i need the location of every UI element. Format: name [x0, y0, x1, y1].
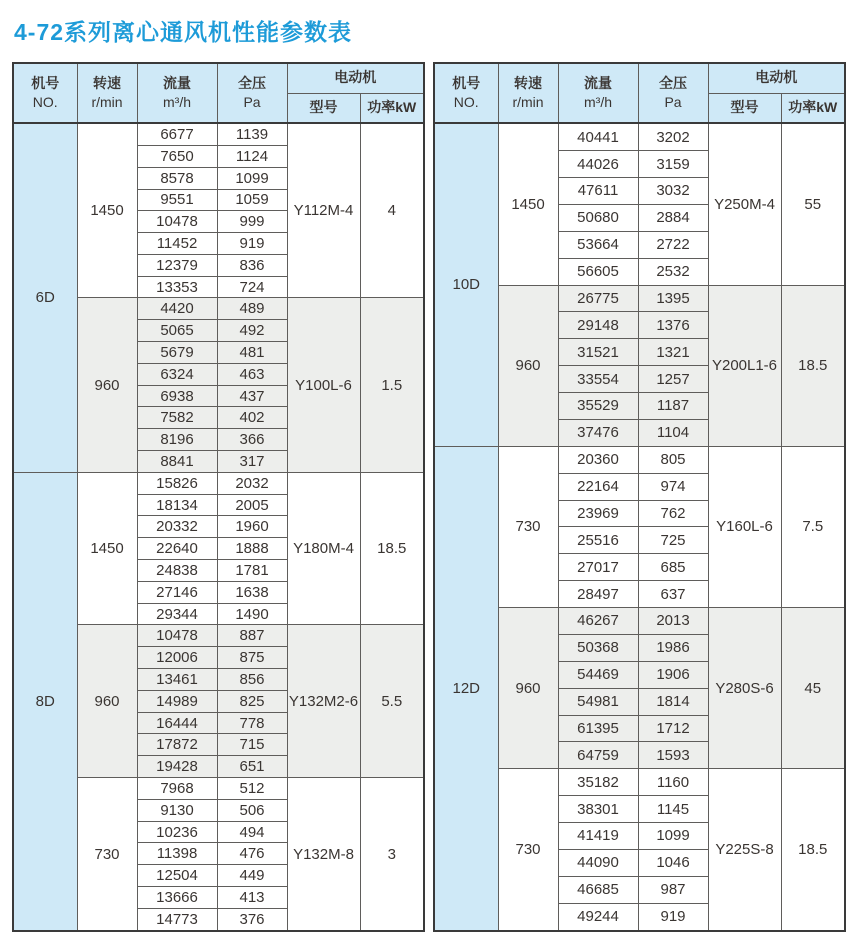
flow-cell: 11398 [137, 843, 217, 865]
flow-cell: 50680 [558, 204, 638, 231]
flow-cell: 13461 [137, 669, 217, 691]
speed-cell: 1450 [77, 472, 137, 625]
header-motor [708, 63, 845, 93]
table-body [434, 123, 845, 931]
motor-power-cell: 5.5 [360, 625, 424, 778]
pressure-cell: 685 [638, 554, 708, 581]
flow-cell: 23969 [558, 500, 638, 527]
motor-model-cell: Y200L1-6 [708, 285, 781, 446]
flow-cell: 9130 [137, 799, 217, 821]
pressure-cell: 1099 [217, 167, 287, 189]
flow-cell: 22164 [558, 473, 638, 500]
pressure-cell: 1099 [638, 823, 708, 850]
header-model-label: 型号 [730, 98, 759, 115]
flow-cell: 44026 [558, 151, 638, 178]
fan-size-cell: 8D [13, 472, 77, 931]
pressure-cell: 987 [638, 876, 708, 903]
pressure-cell: 1781 [217, 560, 287, 582]
pressure-cell: 999 [217, 211, 287, 233]
pressure-cell: 1187 [638, 393, 708, 420]
flow-cell: 12504 [137, 865, 217, 887]
flow-cell: 12379 [137, 254, 217, 276]
flow-cell: 6938 [137, 385, 217, 407]
flow-cell: 35529 [558, 393, 638, 420]
flow-cell: 53664 [558, 231, 638, 258]
pressure-cell: 463 [217, 363, 287, 385]
header-power-label: 功率kW [367, 98, 417, 115]
pressure-cell: 2532 [638, 258, 708, 285]
header-no-unit: NO. [32, 94, 58, 111]
flow-cell: 46267 [558, 608, 638, 635]
header-pressure [638, 63, 708, 123]
motor-model-cell: Y180M-4 [287, 472, 360, 625]
header-no-label: 机号 [452, 75, 481, 92]
flow-cell: 15826 [137, 472, 217, 494]
table-row [13, 472, 424, 494]
table-body [13, 123, 424, 931]
flow-cell: 40441 [558, 123, 638, 151]
header-speed-unit: r/min [91, 94, 123, 111]
flow-cell: 18134 [137, 494, 217, 516]
header-pressure-unit: Pa [664, 94, 682, 111]
header-speed [77, 63, 137, 123]
flow-cell: 14989 [137, 690, 217, 712]
pressure-cell: 437 [217, 385, 287, 407]
pressure-cell: 725 [638, 527, 708, 554]
flow-cell: 10478 [137, 625, 217, 647]
fan-size-cell: 6D [13, 123, 77, 472]
header-motor-label: 电动机 [334, 69, 377, 86]
motor-model-cell: Y100L-6 [287, 298, 360, 472]
pressure-cell: 2722 [638, 231, 708, 258]
speed-cell: 1450 [77, 123, 137, 298]
flow-cell: 50368 [558, 634, 638, 661]
pressure-cell: 1888 [217, 538, 287, 560]
pressure-cell: 2005 [217, 494, 287, 516]
flow-cell: 12006 [137, 647, 217, 669]
speed-cell: 730 [498, 446, 558, 607]
flow-cell: 4420 [137, 298, 217, 320]
flow-cell: 44090 [558, 849, 638, 876]
pressure-cell: 1059 [217, 189, 287, 211]
pressure-cell: 494 [217, 821, 287, 843]
motor-power-cell: 4 [360, 123, 424, 298]
motor-power-cell: 1.5 [360, 298, 424, 472]
pressure-cell: 825 [217, 690, 287, 712]
header-pressure-label: 全压 [238, 75, 266, 92]
header-power [781, 93, 845, 123]
pressure-cell: 2884 [638, 204, 708, 231]
motor-power-cell: 18.5 [781, 285, 845, 446]
pressure-cell: 1104 [638, 419, 708, 446]
pressure-cell: 1124 [217, 145, 287, 167]
flow-cell: 26775 [558, 285, 638, 312]
flow-cell: 5065 [137, 320, 217, 342]
header-power [360, 93, 424, 123]
flow-cell: 8196 [137, 429, 217, 451]
header-speed-label: 转速 [514, 75, 542, 92]
flow-cell: 33554 [558, 366, 638, 393]
speed-cell: 1450 [498, 123, 558, 285]
motor-model-cell: Y112M-4 [287, 123, 360, 298]
fan-table-right [433, 62, 846, 932]
flow-cell: 27146 [137, 581, 217, 603]
pressure-cell: 836 [217, 254, 287, 276]
pressure-cell: 651 [217, 756, 287, 778]
pressure-cell: 376 [217, 908, 287, 931]
flow-cell: 54469 [558, 661, 638, 688]
table-header [13, 63, 424, 123]
motor-model-cell: Y132M-8 [287, 778, 360, 931]
flow-cell: 16444 [137, 712, 217, 734]
pressure-cell: 2013 [638, 608, 708, 635]
header-row-1 [434, 63, 845, 93]
motor-power-cell: 3 [360, 778, 424, 931]
flow-cell: 19428 [137, 756, 217, 778]
flow-cell: 56605 [558, 258, 638, 285]
pressure-cell: 1986 [638, 634, 708, 661]
pressure-cell: 489 [217, 298, 287, 320]
pressure-cell: 762 [638, 500, 708, 527]
pressure-cell: 449 [217, 865, 287, 887]
speed-cell: 960 [498, 285, 558, 446]
motor-model-cell: Y280S-6 [708, 608, 781, 769]
speed-cell: 960 [498, 608, 558, 769]
header-speed-label: 转速 [93, 75, 121, 92]
motor-model-cell: Y132M2-6 [287, 625, 360, 778]
motor-power-cell: 18.5 [781, 769, 845, 931]
header-model-label: 型号 [309, 98, 338, 115]
pressure-cell: 1160 [638, 769, 708, 796]
flow-cell: 35182 [558, 769, 638, 796]
flow-cell: 5679 [137, 342, 217, 364]
pressure-cell: 875 [217, 647, 287, 669]
header-flow-unit: m³/h [163, 94, 191, 111]
pressure-cell: 919 [217, 233, 287, 255]
pressure-cell: 1139 [217, 123, 287, 145]
pressure-cell: 1712 [638, 715, 708, 742]
pressure-cell: 1638 [217, 581, 287, 603]
pressure-cell: 1046 [638, 849, 708, 876]
header-no [434, 63, 498, 123]
pressure-cell: 1257 [638, 366, 708, 393]
pressure-cell: 413 [217, 887, 287, 909]
flow-cell: 14773 [137, 908, 217, 931]
flow-cell: 25516 [558, 527, 638, 554]
pressure-cell: 3032 [638, 178, 708, 205]
pressure-cell: 637 [638, 581, 708, 608]
speed-cell: 960 [77, 298, 137, 472]
tables-container [12, 62, 840, 932]
flow-cell: 13666 [137, 887, 217, 909]
pressure-cell: 1490 [217, 603, 287, 625]
flow-cell: 6324 [137, 363, 217, 385]
flow-cell: 29148 [558, 312, 638, 339]
fan-table-left [12, 62, 425, 932]
pressure-cell: 1906 [638, 661, 708, 688]
pressure-cell: 778 [217, 712, 287, 734]
header-pressure-unit: Pa [243, 94, 261, 111]
pressure-cell: 3202 [638, 123, 708, 151]
pressure-cell: 506 [217, 799, 287, 821]
pressure-cell: 1376 [638, 312, 708, 339]
pressure-cell: 724 [217, 276, 287, 298]
speed-cell: 960 [77, 625, 137, 778]
pressure-cell: 856 [217, 669, 287, 691]
page-title: 4-72系列离心通风机性能参数表 [14, 19, 353, 45]
flow-cell: 13353 [137, 276, 217, 298]
flow-cell: 10478 [137, 211, 217, 233]
header-flow-label: 流量 [584, 75, 612, 92]
header-pressure-label: 全压 [659, 75, 687, 92]
flow-cell: 27017 [558, 554, 638, 581]
motor-model-cell: Y225S-8 [708, 769, 781, 931]
motor-power-cell: 18.5 [360, 472, 424, 625]
header-pressure [217, 63, 287, 123]
speed-cell: 730 [77, 778, 137, 931]
flow-cell: 6677 [137, 123, 217, 145]
header-no-label: 机号 [31, 75, 60, 92]
header-model [708, 93, 781, 123]
table-row [13, 123, 424, 145]
pressure-cell: 2032 [217, 472, 287, 494]
pressure-cell: 366 [217, 429, 287, 451]
table-header [434, 63, 845, 123]
header-model [287, 93, 360, 123]
flow-cell: 29344 [137, 603, 217, 625]
motor-power-cell: 45 [781, 608, 845, 769]
flow-cell: 8578 [137, 167, 217, 189]
pressure-cell: 1593 [638, 742, 708, 769]
flow-cell: 20360 [558, 446, 638, 473]
pressure-cell: 3159 [638, 151, 708, 178]
flow-cell: 17872 [137, 734, 217, 756]
table-row [434, 446, 845, 473]
pressure-cell: 919 [638, 903, 708, 931]
flow-cell: 49244 [558, 903, 638, 931]
pressure-cell: 805 [638, 446, 708, 473]
motor-power-cell: 55 [781, 123, 845, 285]
header-power-label: 功率kW [788, 98, 838, 115]
pressure-cell: 492 [217, 320, 287, 342]
pressure-cell: 317 [217, 451, 287, 473]
pressure-cell: 715 [217, 734, 287, 756]
fan-size-cell: 10D [434, 123, 498, 446]
pressure-cell: 887 [217, 625, 287, 647]
speed-cell: 730 [498, 769, 558, 931]
pressure-cell: 512 [217, 778, 287, 800]
header-row-1 [13, 63, 424, 93]
flow-cell: 41419 [558, 823, 638, 850]
flow-cell: 7650 [137, 145, 217, 167]
flow-cell: 61395 [558, 715, 638, 742]
pressure-cell: 974 [638, 473, 708, 500]
table-row [434, 123, 845, 151]
flow-cell: 20332 [137, 516, 217, 538]
header-flow [137, 63, 217, 123]
pressure-cell: 1395 [638, 285, 708, 312]
flow-cell: 9551 [137, 189, 217, 211]
flow-cell: 46685 [558, 876, 638, 903]
motor-power-cell: 7.5 [781, 446, 845, 607]
flow-cell: 7968 [137, 778, 217, 800]
flow-cell: 47611 [558, 178, 638, 205]
header-speed [498, 63, 558, 123]
pressure-cell: 402 [217, 407, 287, 429]
flow-cell: 10236 [137, 821, 217, 843]
flow-cell: 54981 [558, 688, 638, 715]
flow-cell: 64759 [558, 742, 638, 769]
header-motor [287, 63, 424, 93]
fan-size-cell: 12D [434, 446, 498, 931]
pressure-cell: 1960 [217, 516, 287, 538]
pressure-cell: 476 [217, 843, 287, 865]
flow-cell: 37476 [558, 419, 638, 446]
flow-cell: 31521 [558, 339, 638, 366]
flow-cell: 22640 [137, 538, 217, 560]
header-flow-label: 流量 [163, 75, 191, 92]
header-flow [558, 63, 638, 123]
flow-cell: 11452 [137, 233, 217, 255]
flow-cell: 28497 [558, 581, 638, 608]
header-no [13, 63, 77, 123]
pressure-cell: 481 [217, 342, 287, 364]
header-flow-unit: m³/h [584, 94, 612, 111]
pressure-cell: 1814 [638, 688, 708, 715]
flow-cell: 7582 [137, 407, 217, 429]
flow-cell: 24838 [137, 560, 217, 582]
header-no-unit: NO. [453, 94, 479, 111]
header-speed-unit: r/min [512, 94, 544, 111]
pressure-cell: 1145 [638, 796, 708, 823]
pressure-cell: 1321 [638, 339, 708, 366]
motor-model-cell: Y160L-6 [708, 446, 781, 607]
motor-model-cell: Y250M-4 [708, 123, 781, 285]
header-motor-label: 电动机 [755, 69, 798, 86]
flow-cell: 38301 [558, 796, 638, 823]
flow-cell: 8841 [137, 451, 217, 473]
